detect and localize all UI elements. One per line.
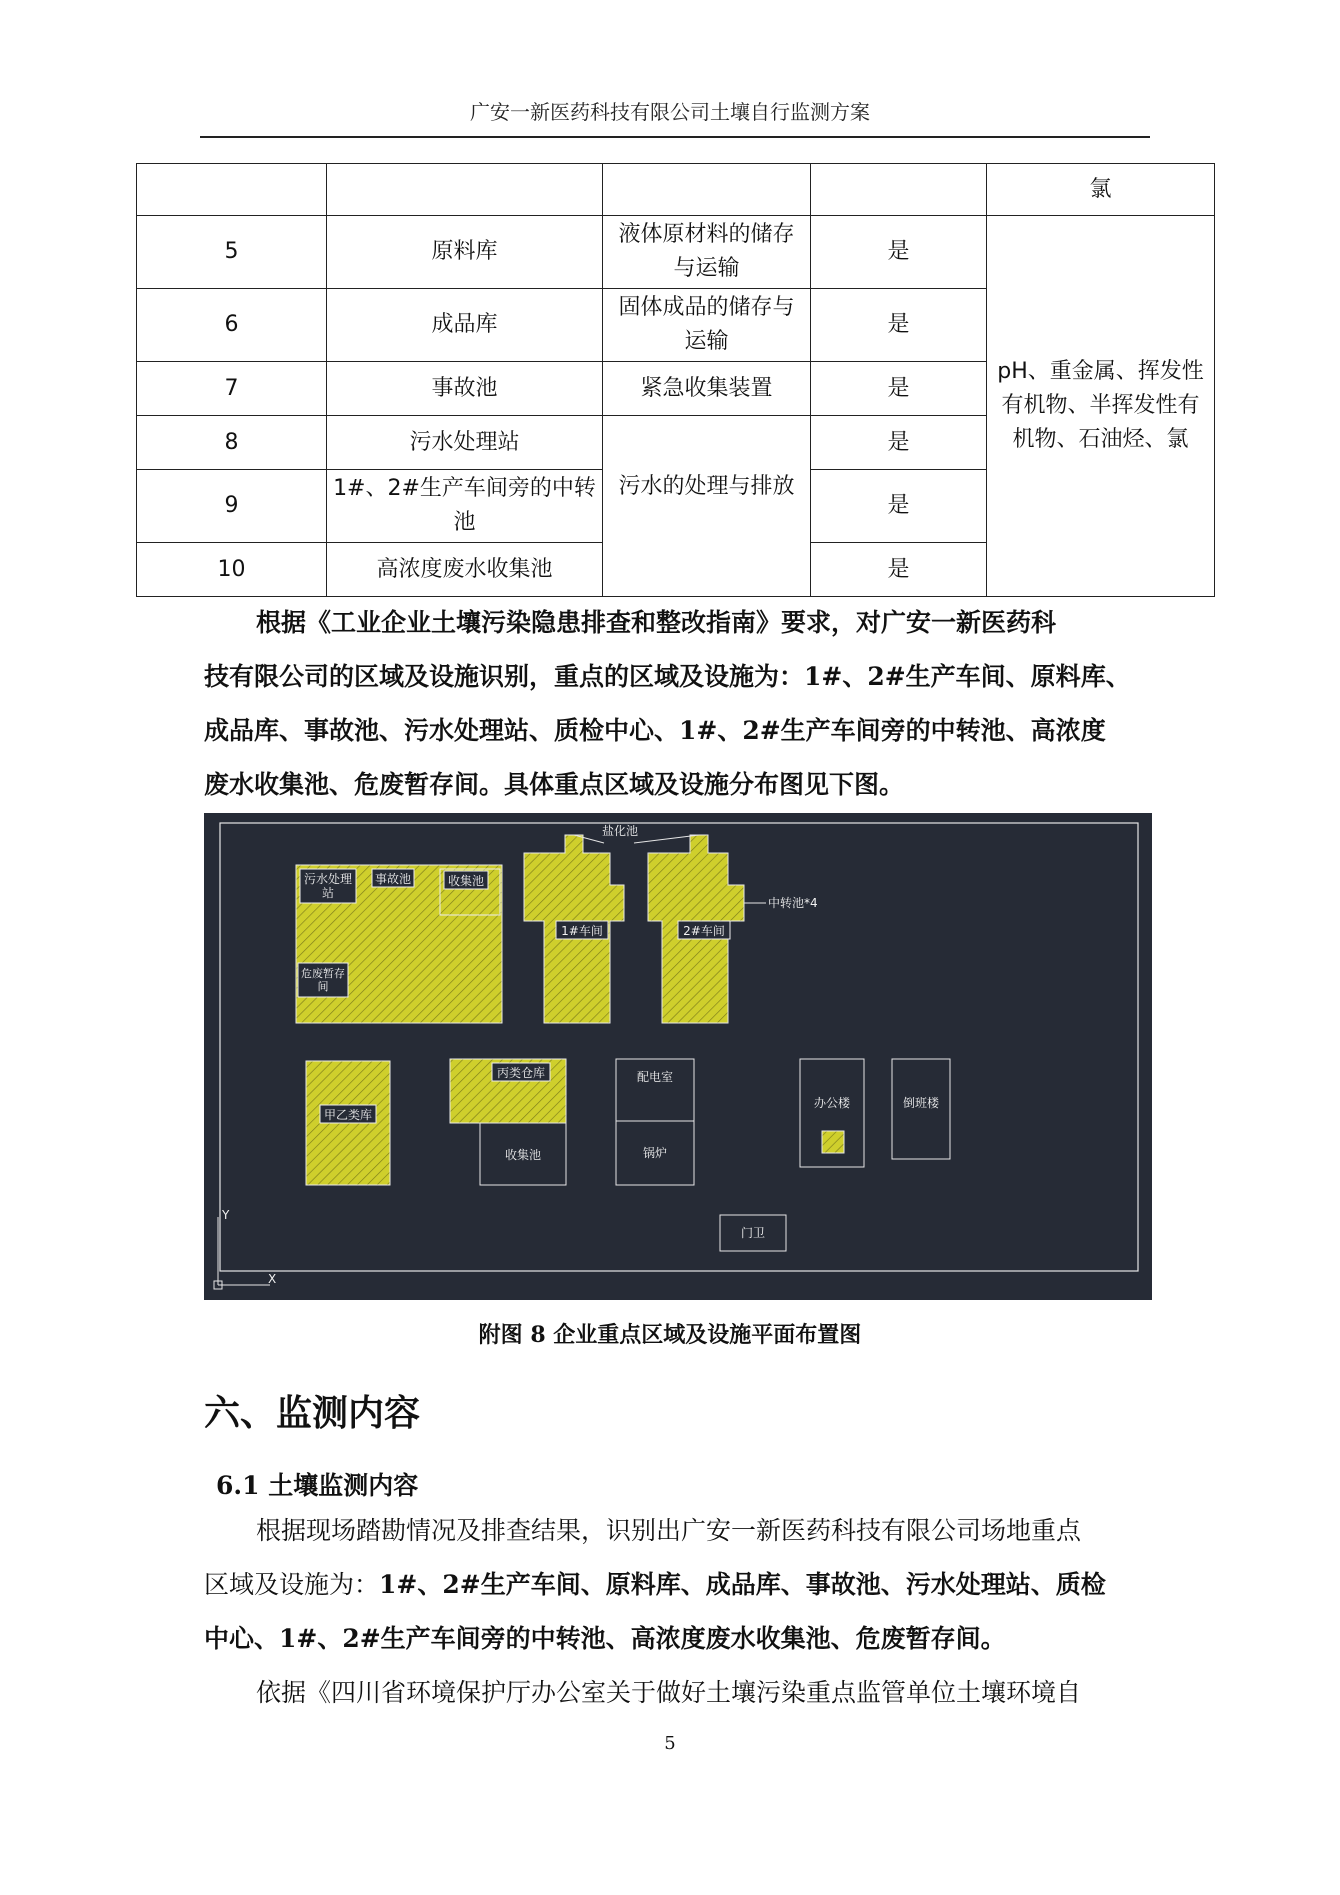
table-cell-area: 事故池: [327, 362, 603, 416]
facility-table: [136, 163, 1215, 597]
label-guard: 门卫: [740, 1226, 766, 1240]
label-salt-pool: 盐化池: [601, 824, 639, 838]
table-cell-area: 高浓度废水收集池: [327, 543, 603, 597]
label-office: 办公楼: [813, 1096, 851, 1110]
table-cell-key: 是: [811, 470, 987, 543]
table-row: [137, 164, 1215, 216]
table-cell-key: 是: [811, 216, 987, 289]
table-cell-key: 是: [811, 362, 987, 416]
label-collection-pool-top: 收集池: [447, 874, 485, 888]
table-cell-area: 成品库: [327, 289, 603, 362]
axis-y-label: Y: [222, 1208, 230, 1222]
label-power-room: 配电室: [636, 1070, 674, 1084]
figure-caption: 附图 8 企业重点区域及设施平面布置图: [478, 1322, 862, 1348]
table-cell-no: 8: [137, 416, 327, 470]
table-cell-key: 是: [811, 416, 987, 470]
label-sewage-station: 污水处理站: [303, 872, 353, 900]
zone-office-quality-center: [822, 1131, 844, 1153]
site-layout-figure: [204, 813, 1152, 1300]
table-cell-activity: 污水的处理与排放: [603, 416, 811, 597]
table-cell-pollutant: 氯: [987, 164, 1215, 216]
table-cell-area: 原料库: [327, 216, 603, 289]
page-header: 广安一新医药科技有限公司土壤自行监测方案: [470, 100, 870, 124]
header-rule: [200, 136, 1150, 138]
table-row: [137, 216, 1215, 289]
label-hazard-storage: 危废暂存间: [301, 967, 345, 993]
table-cell-area: 1#、2#生产车间旁的中转池: [327, 470, 603, 543]
paragraph-key-areas: 根据《工业企业土壤污染隐患排查和整改指南》要求，对广安一新医药科 技有限公司的区域及设施识别，重点的区域及设施为：1#、2#生产车间、原料库、 成品库、事故池、污水处理站、质检中心、1#、2#生产车间旁的中转池、高浓度 废水收集池、危废暂存间。具体重点区域及设施分布图见下图。: [204, 608, 1131, 799]
section-heading: 六、监测内容: [204, 1392, 421, 1434]
label-shift-building: 倒班楼: [902, 1096, 940, 1110]
subsection-heading: 6.1 土壤监测内容: [216, 1471, 419, 1500]
label-accident-pool: 事故池: [374, 872, 412, 886]
site-layout-drawing: [204, 813, 1152, 1300]
table-cell-pollutants: pH、重金属、挥发性有机物、半挥发性有机物、石油烃、氯: [987, 216, 1215, 597]
label-boiler: 锅炉: [642, 1146, 668, 1160]
table-cell-no: 6: [137, 289, 327, 362]
label-collection-pool-bottom: 收集池: [504, 1148, 542, 1162]
label-workshop-1: 1#车间: [561, 924, 603, 938]
label-class-c-store: 丙类仓库: [496, 1066, 546, 1080]
table-cell-key: 是: [811, 543, 987, 597]
table-cell-activity: 固体成品的储存与运输: [603, 289, 811, 362]
table-cell-activity: 液体原材料的储存与运输: [603, 216, 811, 289]
table-cell-area: 污水处理站: [327, 416, 603, 470]
axis-x-label: X: [268, 1272, 277, 1286]
label-class-ab-store: 甲乙类库: [323, 1108, 373, 1122]
zone-power-room: [616, 1059, 694, 1121]
page-number: 5: [664, 1733, 676, 1754]
table-cell-activity: 紧急收集装置: [603, 362, 811, 416]
table-cell-no: 9: [137, 470, 327, 543]
label-transfer-pool: 中转池*4: [768, 896, 818, 910]
paragraph-monitoring-areas: 根据现场踏勘情况及排查结果，识别出广安一新医药科技有限公司场地重点 区域及设施为：1#、2#生产车间、原料库、成品库、事故池、污水处理站、质检 中心、1#、2#生产车间旁的中转池、高浓度废水收集池、危废暂存间。 依据《四川省环境保护厅办公室关于做好土壤污染重点监管单位土壤环境自: [204, 1516, 1106, 1707]
table-cell-key: 是: [811, 289, 987, 362]
label-workshop-2: 2#车间: [683, 924, 725, 938]
table-cell-no: 5: [137, 216, 327, 289]
table-cell-no: 7: [137, 362, 327, 416]
table-cell-no: 10: [137, 543, 327, 597]
